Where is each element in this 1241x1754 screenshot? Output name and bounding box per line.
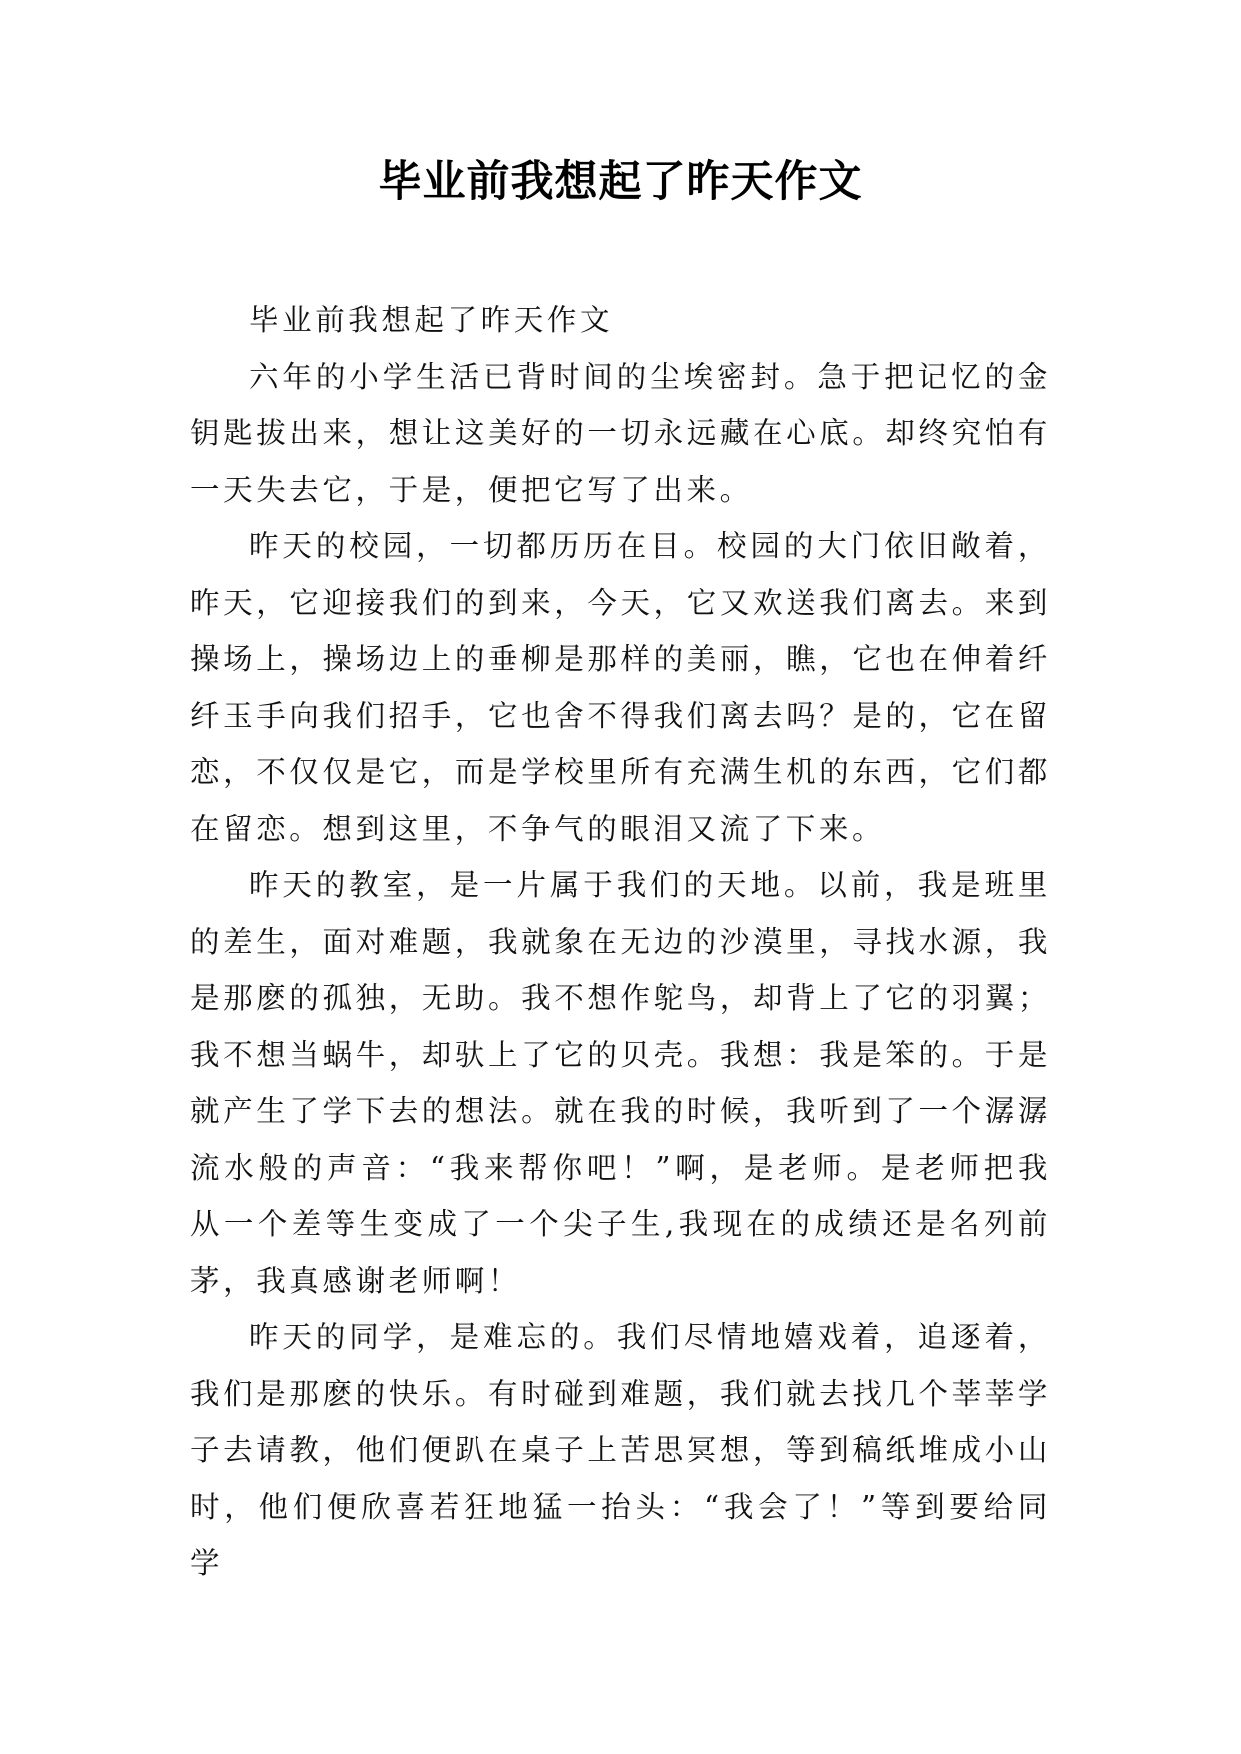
document-title: 毕业前我想起了昨天作文 [378, 157, 863, 207]
paragraph-intro: 六年的小学生活已背时间的尘埃密封。急于把记忆的金钥匙拔出来，想让这美好的一切永远藏在心底。却终究怕有一天失去它，于是，便把它写了出来。 [190, 359, 1051, 507]
paragraph-classmates: 昨天的同学，是难忘的。我们尽情地嬉戏着，追逐着，我们是那麽的快乐。有时碰到难题，我们就去找几个莘莘学子去请教，他们便趴在桌子上苦思冥想，等到稿纸堆成小山时，他们便欣喜若狂地猛一抬头：“我会了！”等到要给同学 [190, 1320, 1051, 1580]
paragraph-campus: 昨天的校园，一切都历历在目。校园的大门依旧敞着，昨天，它迎接我们的到来，今天，它又欢送我们离去。来到操场上，操场边上的垂柳是那样的美丽，瞧，它也在伸着纤纤玉手向我们招手，它也舍不得我们离去吗？是的，它在留恋，不仅仅是它，而是学校里所有充满生机的东西，它们都在留恋。想到这里，不争气的眼泪又流了下来。 [190, 529, 1051, 846]
paragraph-heading-repeat: 毕业前我想起了昨天作文 [249, 303, 614, 337]
document-body [190, 292, 1051, 1592]
paragraph-classroom: 昨天的教室，是一片属于我们的天地。以前，我是班里的差生，面对难题，我就象在无边的沙漠里，寻找水源，我是那麽的孤独，无助。我不想作鸵鸟，却背上了它的羽翼；我不想当蜗牛，却驮上了它的贝壳。我想：我是笨的。于是就产生了学下去的想法。就在我的时候，我听到了一个潺潺流水般的声音：“我来帮你吧！”啊，是老师。是老师把我从一个差等生变成了一个尖子生,我现在的成绩还是名列前茅，我真感谢老师啊！ [190, 868, 1051, 1298]
